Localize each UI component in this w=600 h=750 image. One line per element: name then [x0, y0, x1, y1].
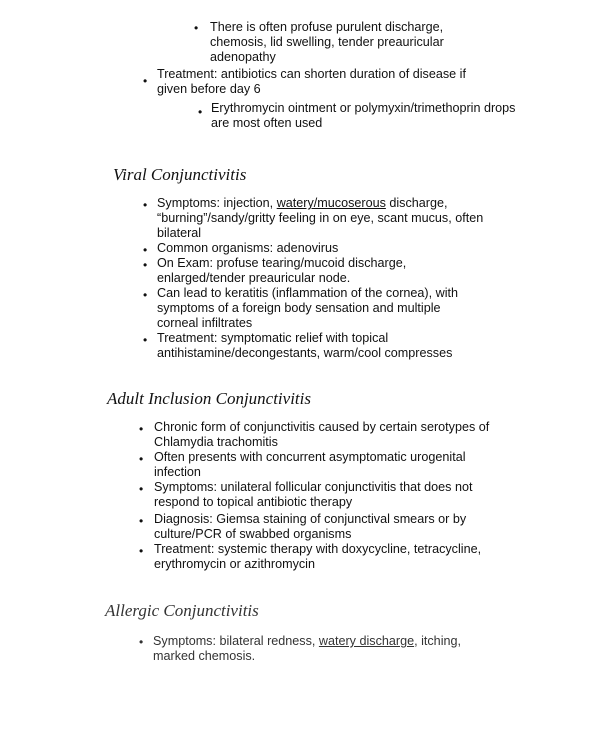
adult-symptoms: Symptoms: unilateral follicular conjunctivitis that does not respond to topical antibiotic therapy: [154, 480, 473, 509]
viral-exam: On Exam: profuse tearing/mucoid discharge, enlarged/tender preauricular node.: [157, 256, 407, 285]
bullet-marker: •: [143, 74, 148, 88]
bullet-marker: •: [143, 243, 148, 257]
viral-keratitis: Can lead to keratitis (inflammation of the cornea), with symptoms of a foreign body sensation and multiple corneal infiltrates: [157, 286, 458, 330]
bullet-marker: •: [139, 544, 144, 558]
heading-adult-inclusion-conjunctivitis: Adult Inclusion Conjunctivitis: [107, 389, 311, 408]
intro-sub-bullet-erythromycin: Erythromycin ointment or polymyxin/trimethoprin drops are most often used: [211, 101, 516, 130]
bullet-marker: •: [143, 198, 148, 212]
adult-chronic: Chronic form of conjunctivitis caused by certain serotypes of Chlamydia trachomitis: [154, 420, 490, 449]
allergic-symptoms-underlined: watery discharge: [318, 634, 415, 648]
viral-treatment: Treatment: symptomatic relief with topical antihistamine/decongestants, warm/cool compresses: [157, 331, 453, 360]
bullet-marker: •: [143, 258, 148, 272]
bullet-marker: •: [139, 452, 144, 466]
bullet-marker: •: [139, 482, 144, 496]
allergic-symptoms-post: , itching, marked chemosis.: [153, 634, 461, 663]
bullet-marker: •: [143, 333, 148, 347]
adult-treatment: Treatment: systemic therapy with doxycycline, tetracycline, erythromycin or azithromycin: [154, 542, 482, 571]
viral-symptoms-post: discharge, “burning”/sandy/gritty feeling in on eye, scant mucus, often bilateral: [157, 196, 484, 240]
bullet-marker: •: [139, 422, 144, 436]
allergic-symptoms: [153, 634, 493, 664]
intro-treatment: Treatment: antibiotics can shorten duration of disease if given before day 6: [157, 67, 466, 96]
heading-viral-conjunctivitis: Viral Conjunctivitis: [113, 165, 247, 184]
bullet-marker: •: [194, 21, 199, 35]
viral-symptoms-underlined: watery/mucoserous: [276, 196, 386, 210]
viral-symptoms: [157, 196, 502, 241]
viral-organisms: Common organisms: adenovirus: [157, 241, 339, 255]
viral-symptoms-pre: Symptoms: injection,: [157, 196, 277, 210]
heading-allergic-conjunctivitis: Allergic Conjunctivitis: [105, 601, 259, 620]
intro-sub-bullet-discharge: There is often profuse purulent discharge, chemosis, lid swelling, tender preauricular adenopathy: [210, 20, 444, 64]
bullet-marker: •: [139, 635, 144, 649]
adult-diagnosis: Diagnosis: Giemsa staining of conjunctival smears or by culture/PCR of swabbed organisms: [154, 512, 467, 541]
bullet-marker: •: [143, 288, 148, 302]
bullet-marker: •: [139, 514, 144, 528]
bullet-marker: •: [198, 105, 203, 119]
allergic-symptoms-pre: Symptoms: bilateral redness,: [153, 634, 319, 648]
adult-presents: Often presents with concurrent asymptomatic urogenital infection: [154, 450, 466, 479]
